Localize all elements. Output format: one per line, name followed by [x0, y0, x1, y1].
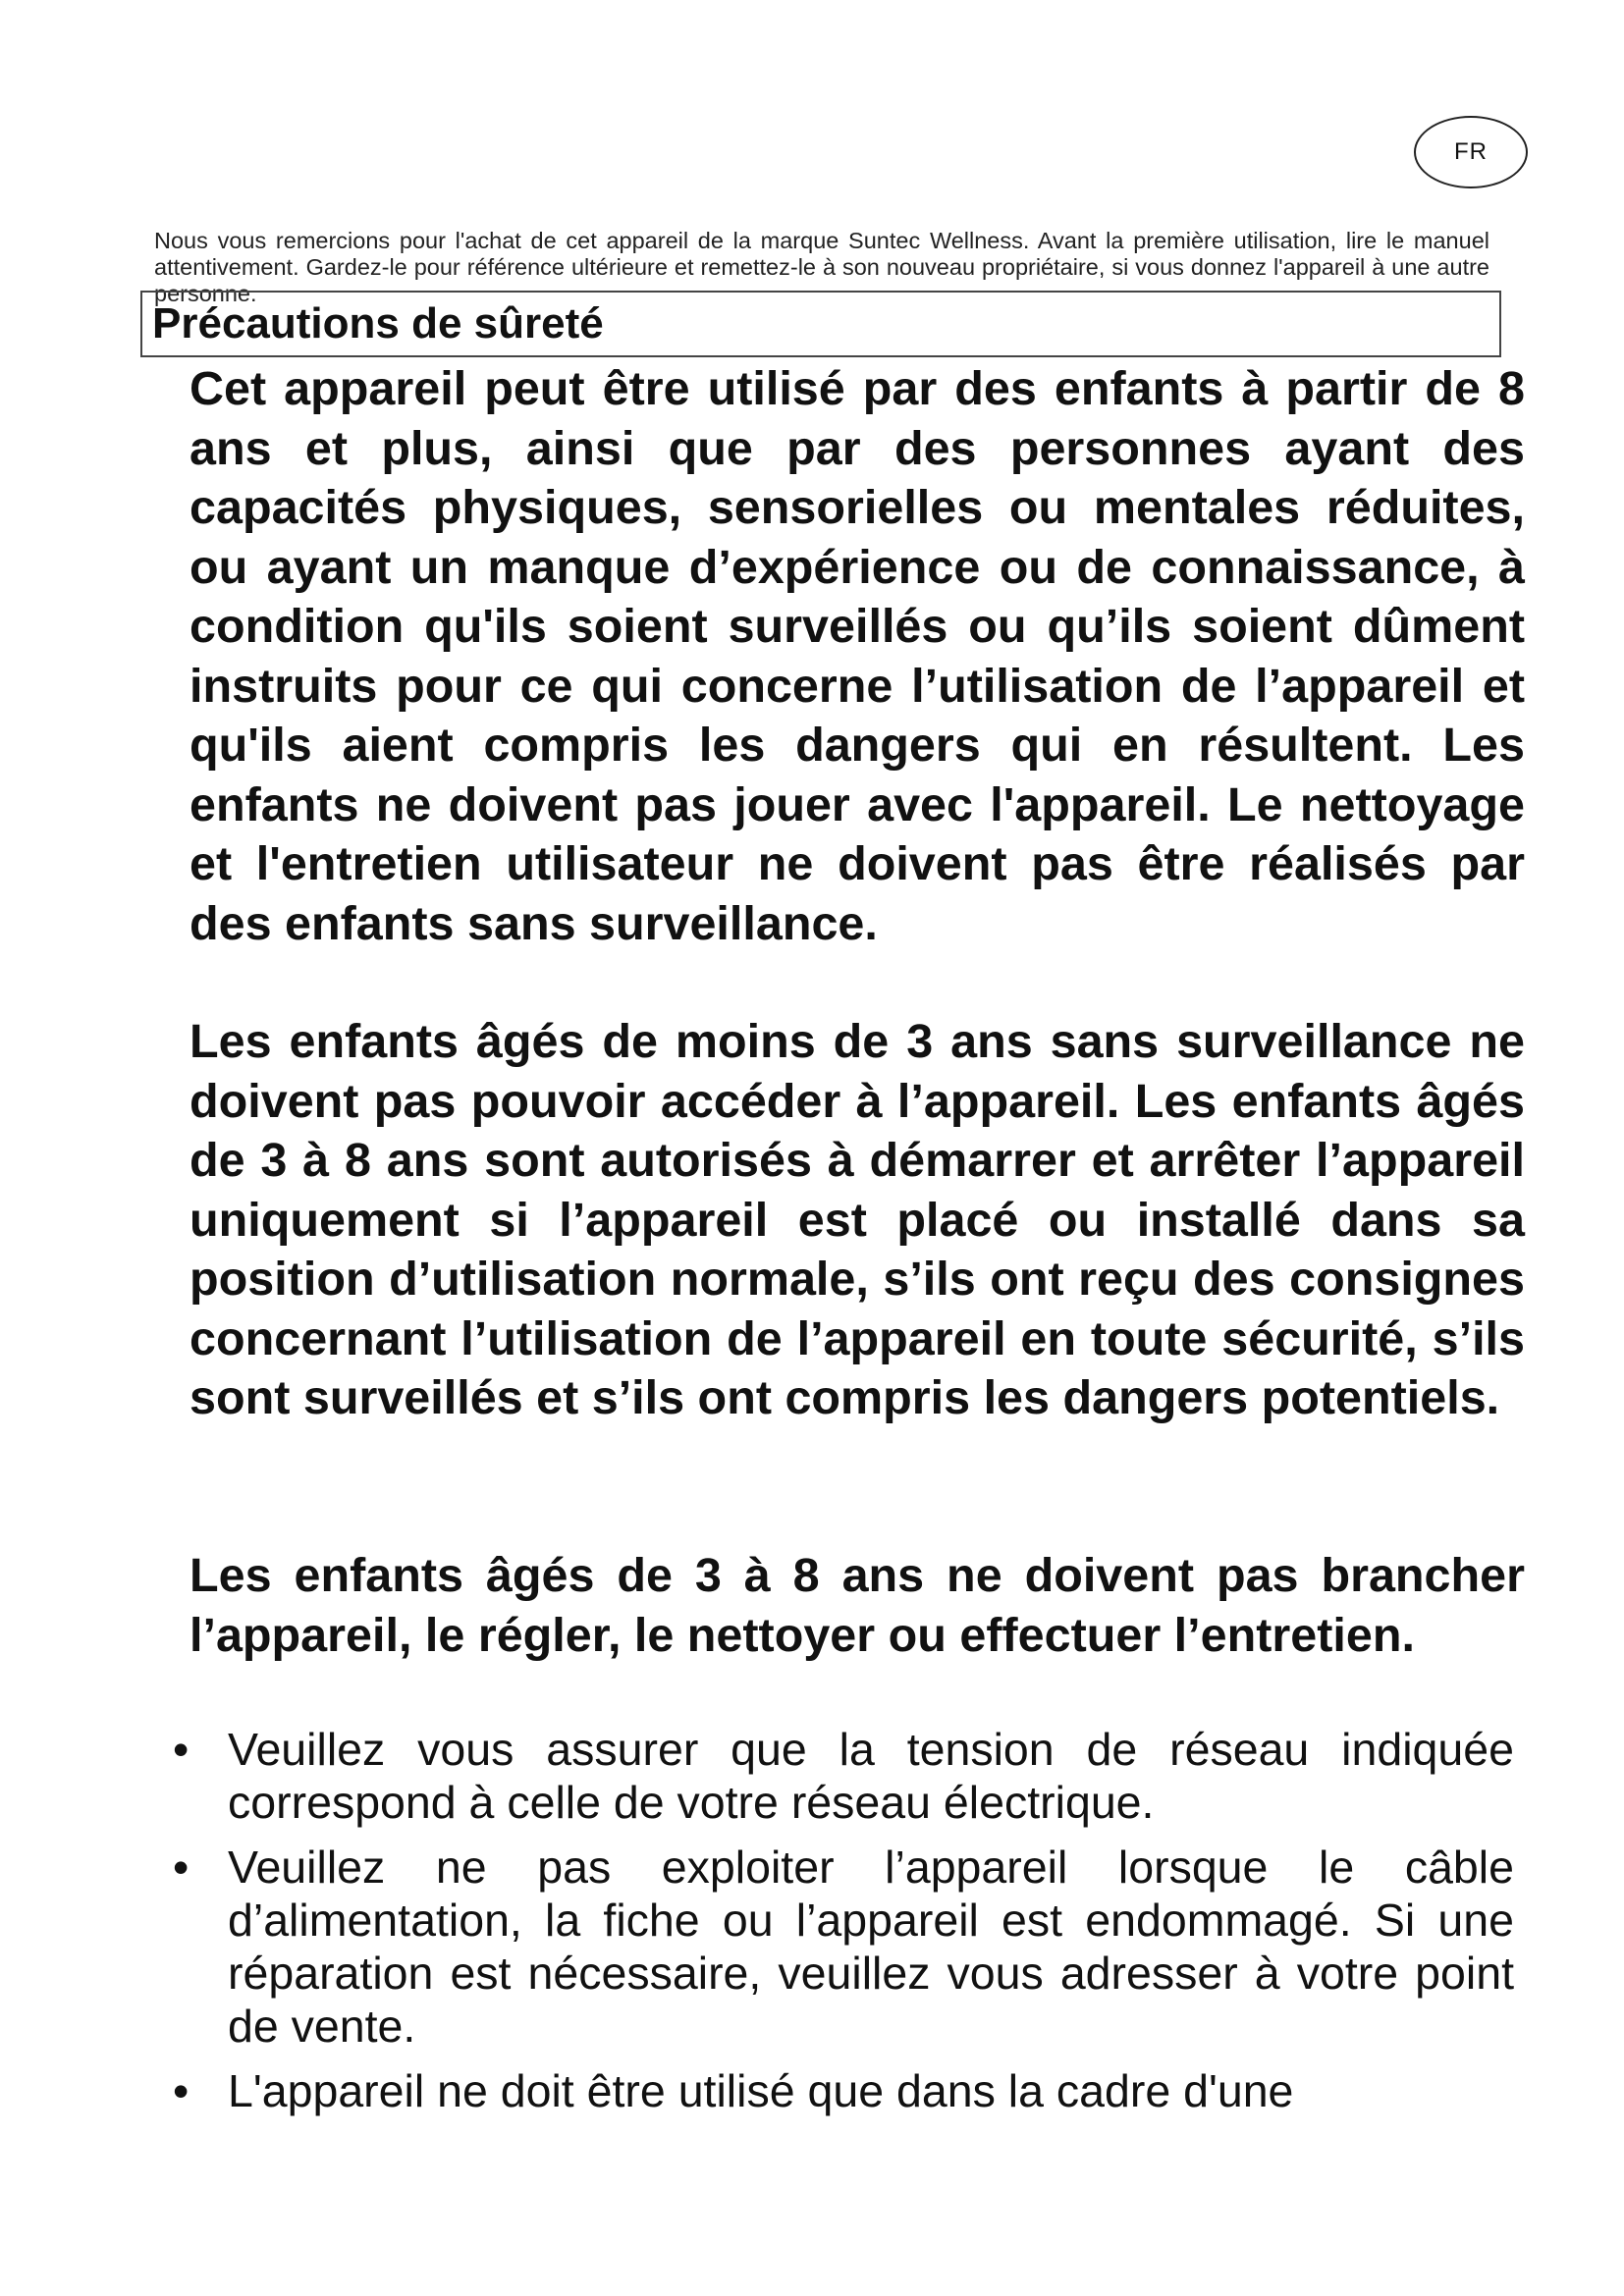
intro-paragraph: Nous vous remercions pour l'achat de cet appareil de la marque Suntec Wellness. Avant la première utilisation, lire le manuel attentivement. Gardez-le pour référence ultérieure et remettez-le à son nouveau propriétaire, si vous donnez l'appareil à une autre personne.: [154, 227, 1489, 306]
warning-paragraph-children-under-3: Les enfants âgés de moins de 3 ans sans surveillance ne doivent pas pouvoir accéder à l’appareil. Les enfants âgés de 3 à 8 ans sont autorisés à démarrer et arrêter l’appareil uniquement si l’appareil est placé ou installé dans sa position d’utilisation normale, s’ils ont reçu des consignes concernant l’utilisation de l’appareil en toute sécurité, s’ils sont surveillés et s’ils ont compris les dangers potentiels.: [189, 1015, 1525, 1424]
warning-paragraph-children-8-plus: Cet appareil peut être utilisé par des enfants à partir de 8 ans et plus, ainsi que par des personnes ayant des capacités physiques, sensorielles ou mentales réduites, ou ayant un manque d’expérience ou de connaissance, à condition qu'ils soient surveillés ou qu’ils soient dûment instruits pour ce qui concerne l’utilisation de l’appareil et qu'ils aient compris les dangers qui en résultent. Les enfants ne doivent pas jouer avec l'appareil. Le nettoyage et l'entretien utilisateur ne doivent pas être réalisés par des enfants sans surveillance.: [189, 362, 1525, 950]
list-item: [169, 1841, 1524, 2053]
safety-bullet-list: [169, 1723, 1524, 2129]
language-badge: FR: [1414, 116, 1528, 188]
bullet-icon: •: [173, 1842, 189, 1893]
bullet-text: Veuillez vous assurer que la tension de réseau indiquée correspond à celle de votre réseau électrique.: [228, 1724, 1514, 1828]
list-item: [169, 2064, 1524, 2117]
warning-paragraph-children-3-to-8: Les enfants âgés de 3 à 8 ans ne doivent pas brancher l’appareil, le régler, le nettoyer ou effectuer l’entretien.: [189, 1549, 1525, 1662]
section-title: Précautions de sûreté: [152, 299, 604, 347]
bullet-text: Veuillez ne pas exploiter l’appareil lorsque le câble d’alimentation, la fiche ou l’appareil est endommagé. Si une réparation est nécessaire, veuillez vous adresser à votre point de vente.: [228, 1842, 1514, 2052]
bullet-icon: •: [173, 1724, 189, 1775]
list-item: [169, 1723, 1524, 1829]
bullet-text: L'appareil ne doit être utilisé que dans la cadre d'une: [228, 2065, 1294, 2116]
bullet-icon: •: [173, 2065, 189, 2116]
